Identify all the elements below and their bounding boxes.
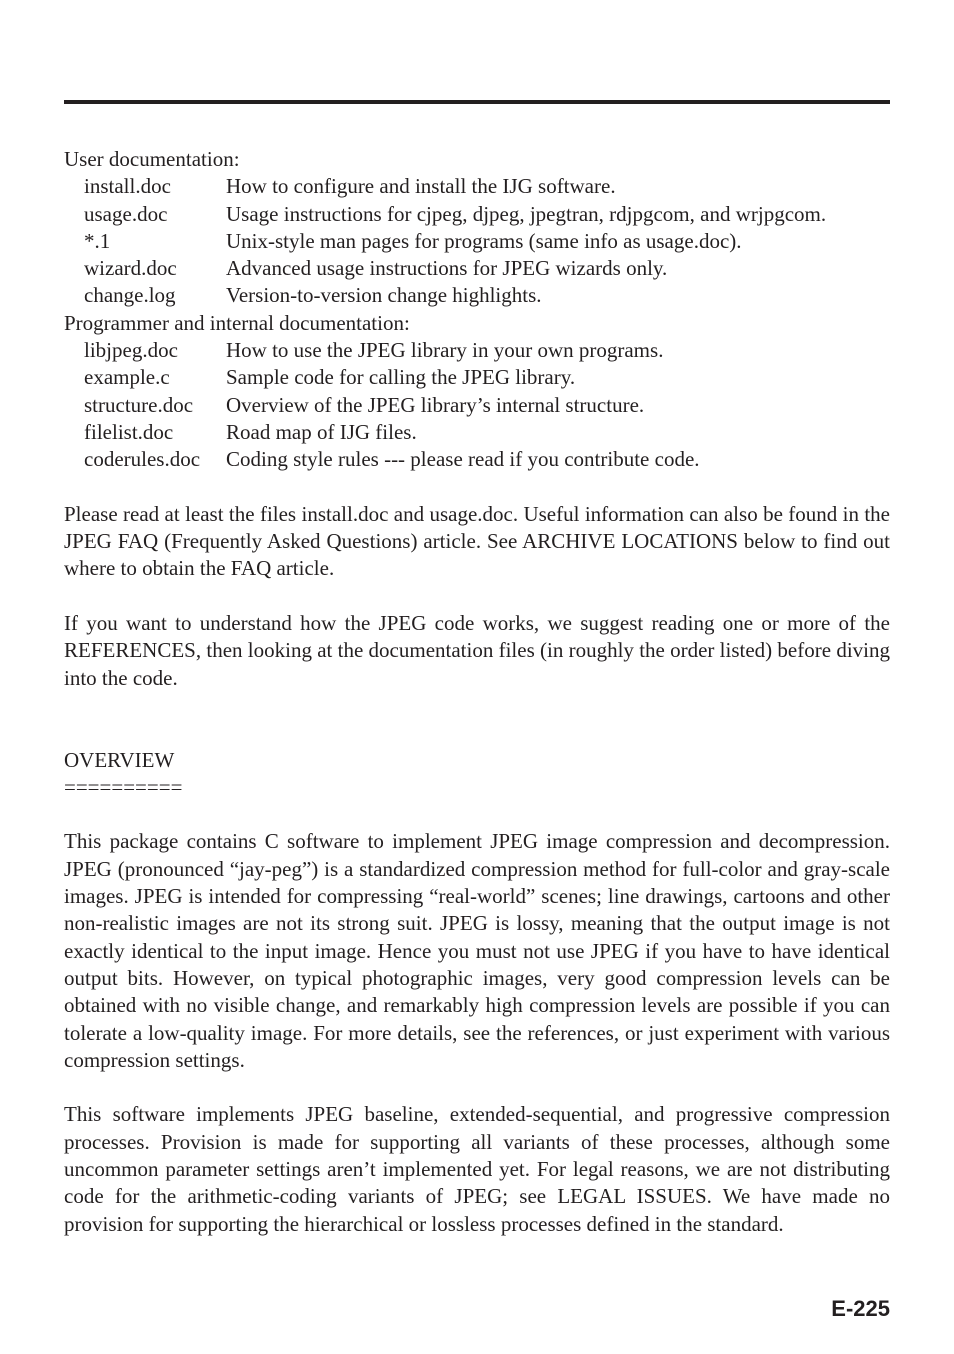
- doc-description: Coding style rules --- please read if you contribute code.: [226, 447, 700, 472]
- doc-filename: example.c: [84, 365, 170, 390]
- doc-filename: filelist.doc: [84, 419, 174, 444]
- page-content: [64, 146, 890, 1238]
- doc-filename: usage.doc: [84, 201, 168, 226]
- overview-paragraph-2: This software implements JPEG baseline, extended-sequential, and progressive compression processes. Provision is made for supporting all variants of these processes, although some uncommon parameter settings aren’t implemented yet. For legal reasons, we are not distributing code for the arithmetic-coding variants of JPEG; see LEGAL ISSUES. We have made no provision for supporting the hierarchical or lossless processes defined in the standard.: [64, 1102, 890, 1236]
- doc-description: Advanced usage instructions for JPEG wizards only.: [226, 256, 668, 281]
- doc-filename: libjpeg.doc: [84, 338, 178, 363]
- doc-list-item: [64, 419, 890, 446]
- doc-list-item: [64, 282, 890, 309]
- doc-description: How to configure and install the IJG software.: [226, 174, 616, 199]
- overview-paragraph-1: This package contains C software to implement JPEG image compression and decompression. JPEG (pronounced “jay-peg”) is a standardized compression method for full-color and gray-scale images. JPEG is intended for compressing “real-world” scenes; line drawings, cartoons and other non-realistic images are not its strong suit. JPEG is lossy, meaning that the output image is not exactly identical to the input image. Hence you must not use JPEG if you have to have identical output bits. However, on typical photographic images, very good compression levels can be obtained with no visible change, and remarkably high compression levels are possible if you can tolerate a low-quality image. For more details, see the references, or just experiment with various compression settings.: [64, 829, 890, 1072]
- doc-list-item: [64, 228, 890, 255]
- doc-description: Unix-style man pages for programs (same info as usage.doc).: [226, 228, 742, 253]
- doc-description: Sample code for calling the JPEG library.: [226, 365, 576, 390]
- doc-filename: wizard.doc: [84, 256, 177, 281]
- doc-list-item: [64, 446, 890, 473]
- understand-paragraph: If you want to understand how the JPEG code works, we suggest reading one or more of the REFERENCES, then looking at the documentation files (in roughly the order listed) before diving into the code.: [64, 611, 890, 690]
- doc-filename: change.log: [84, 283, 176, 308]
- read-first-paragraph: Please read at least the files install.doc and usage.doc. Useful information can also be found in the JPEG FAQ (Frequently Asked Questions) article. See ARCHIVE LOCATIONS below to find out where to obtain the FAQ article.: [64, 501, 890, 581]
- header-rule: [64, 100, 890, 104]
- doc-list-item: [64, 255, 890, 282]
- doc-filename: structure.doc: [84, 392, 194, 417]
- overview-underline: ==========: [64, 774, 183, 799]
- page-number: E-225: [831, 1296, 890, 1321]
- overview-heading: OVERVIEW: [64, 747, 175, 772]
- prog-docs-heading: Programmer and internal documentation:: [64, 310, 410, 335]
- doc-description: Overview of the JPEG library’s internal structure.: [226, 392, 645, 417]
- doc-filename: *.1: [84, 228, 111, 253]
- user-docs-heading: User documentation:: [64, 147, 240, 171]
- doc-description: Road map of IJG files.: [226, 419, 417, 444]
- doc-description: Version-to-version change highlights.: [226, 283, 542, 308]
- doc-filename: coderules.doc: [84, 447, 201, 472]
- doc-list-item: [64, 364, 890, 391]
- doc-list-item: [64, 337, 890, 364]
- doc-list-item: [64, 173, 890, 200]
- doc-description: Usage instructions for cjpeg, djpeg, jpegtran, rdjpgcom, and wrjpgcom.: [226, 201, 827, 226]
- doc-list-item: [64, 392, 890, 419]
- doc-list-item: [64, 201, 890, 228]
- doc-filename: install.doc: [84, 174, 171, 199]
- doc-description: How to use the JPEG library in your own programs.: [226, 338, 664, 363]
